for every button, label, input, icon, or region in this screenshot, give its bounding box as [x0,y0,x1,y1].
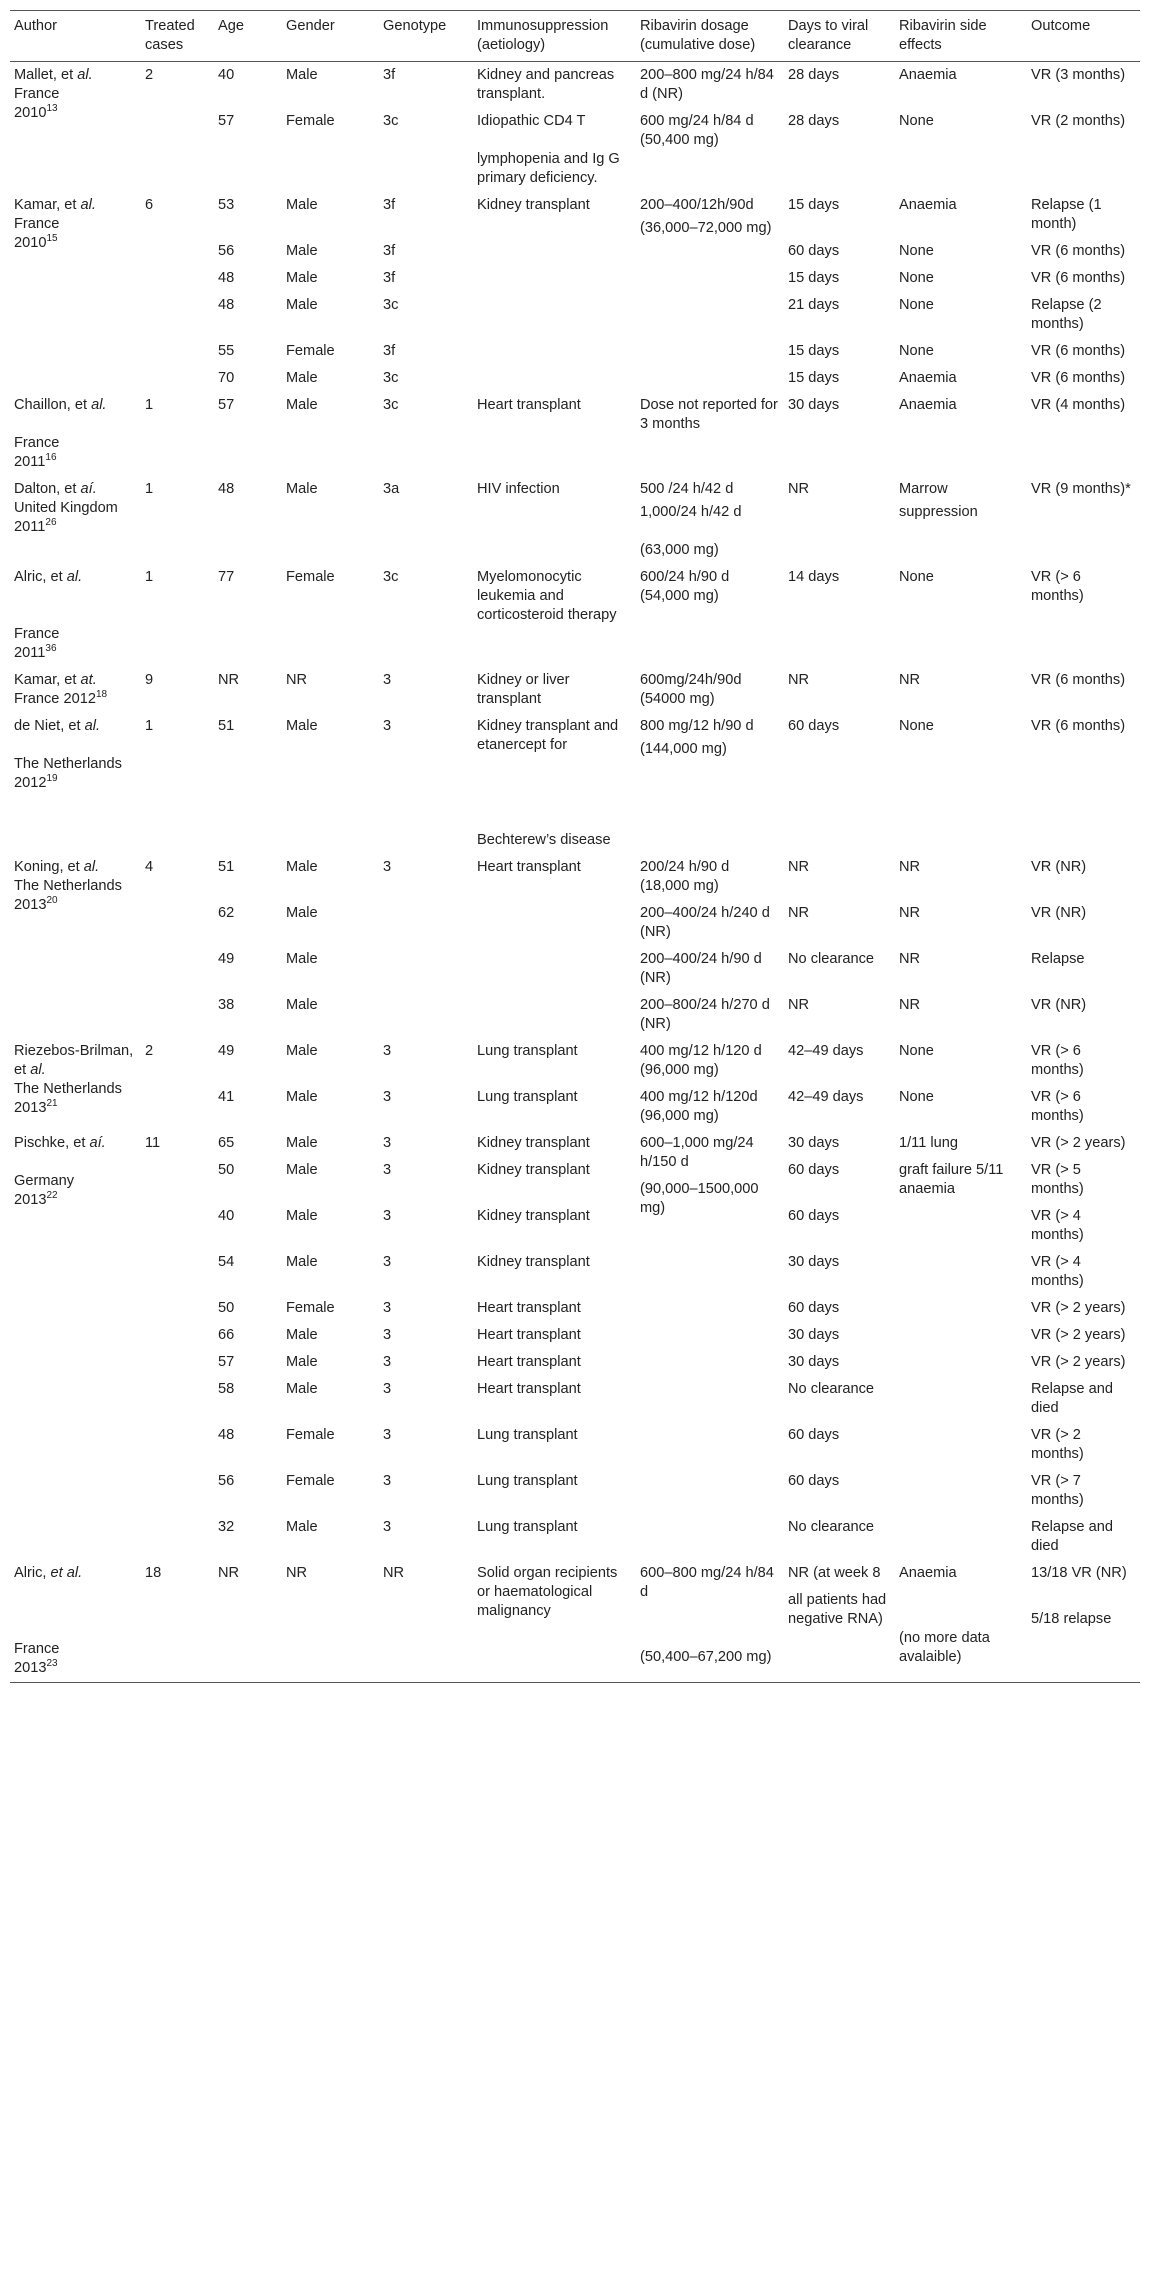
table-container [10,10,1140,1683]
header-outcome: Outcome [1031,18,1091,34]
table-row: 48 Male 3f 15 days None VR (6 months) [218,270,1126,286]
table-row: 48 Male 3c 21 days None Relapse (2 months) [218,297,1102,332]
table-row: Pischke, et aí. Germany 2013$^{22}$ 11 65 Male 3 Kidney transplant 600–1,000 mg/24 h/150 d (90,000–1500,000 mg) 30 days 1/11 lung graft failure 5/11 anaemia VR (> 2 years) [10,1130,1140,1157]
header-ribavirin-dosage: Ribavirin dosage (cumulative dose) [640,18,756,53]
table-row: 50 Male 3 Kidney transplant 60 days VR (> 5 months) [218,1162,1084,1197]
author-cell: Pischke, et aí. Germany 2013$^{22}$ [14,1135,106,1208]
table-row: 54 Male 3 Kidney transplant 30 days VR (> 4 months) [218,1254,1084,1289]
author-cell: Alric, et al. France 2011$^{36}$ [14,569,83,661]
author-cell: Kamar, et al. France 2010$^{15}$ [14,197,96,251]
table-row: 38 Male 200–800/24 h/270 d (NR) NR NR VR (NR) [218,997,1087,1032]
table-row: 66 Male 3 Heart transplant 30 days VR (> 2 years) [218,1327,1126,1343]
table-row: 48 Female 3 Lung transplant 60 days VR (> 2 months) [218,1427,1084,1462]
header-side-effects: Ribavirin side effects [899,18,987,53]
table-row: 70 Male 3c 15 days Anaemia VR (6 months) [218,370,1126,386]
immuno-cell: Idiopathic CD4 T lymphopenia and Ig G primary deficiency. [477,113,620,186]
table-row: Alric, et al. France 2011$^{36}$ 1 77 Female 3c Myelomonocytic leukemia and corticosteroid therapy 600/24 h/90 d (54,000 mg) 14 days None VR (> 6 months) [10,564,1140,667]
table-row: 57 Male 3 Heart transplant 30 days VR (> 2 years) [218,1354,1126,1370]
author-cell: Dalton, et aí. United Kingdom 2011$^{26}$ [14,481,118,535]
author-cell: Mallet, et al. France 2010$^{13}$ [14,67,93,121]
ribavirin-studies-table [10,10,1140,1683]
table-row: Dalton, et aí. United Kingdom 2011$^{26}$ 1 48 Male 3a HIV infection 500 /24 h/42 d 1,000/24 h/42 d (63,000 mg) NR Marrow suppression VR (9 months)* [10,476,1140,564]
author-cell: Koning, et al. The Netherlands 2013$^{20}$ [14,859,122,913]
author-cell: Alric, et al. France 2013$^{23}$ [14,1565,83,1676]
table-row: Kamar, et al. France 2010$^{15}$ 6 53 Male 3f Kidney transplant 200–400/12h/90d (36,000–72,000 mg) 15 days Anaemia Relapse (1 month) [10,192,1140,238]
table-row: 58 Male 3 Heart transplant No clearance Relapse and died [218,1381,1113,1416]
table-row: 32 Male 3 Lung transplant No clearance Relapse and died [218,1519,1113,1554]
header-author: Author [14,18,57,34]
table-row: 49 Male 200–400/24 h/90 d (NR) No clearance NR Relapse [218,951,1085,986]
header-gender: Gender [286,18,335,34]
table-row: Koning, et al. The Netherlands 2013$^{20}$ 4 51 Male 3 Heart transplant 200/24 h/90 d (18,000 mg) NR NR VR (NR) [10,854,1140,900]
table-row: Alric, et al. France 2013$^{23}$ 18 NR NR NR Solid organ recipients or haematological malignancy 600–800 mg/24 h/84 d (50,400–67,200 mg) NR (at week 8 all patients had negative RNA) Anaemia (no more data avalaible) 13/18 VR (NR) 5/18 relapse [10,1560,1140,1683]
header-genotype: Genotype [383,18,447,34]
header-days-to-clearance: Days to viral clearance [788,18,869,53]
table-row: 57 Female 3c Idiopathic CD4 T lymphopenia and Ig G primary deficiency. 600 mg/24 h/84 d (50,400 mg) 28 days None VR (2 months) [10,108,1140,192]
table-row: 62 Male 200–400/24 h/240 d (NR) NR NR VR (NR) [218,905,1087,940]
table-row: Chaillon, et al. France 2011$^{16}$ 1 57 Male 3c Heart transplant Dose not reported for 3 months 30 days Anaemia VR (4 months) [10,392,1140,476]
table-row: 40 Male 3 Kidney transplant 60 days VR (> 4 months) [218,1208,1084,1243]
header-row [10,11,1140,62]
author-cell: de Niet, et al. The Netherlands 2012$^{19}$ [14,718,122,791]
table-row: Kamar, et at. France 2012$^{18}$ 9 NR NR 3 Kidney or liver transplant 600mg/24h/90d (54000 mg) NR NR VR (6 months) [10,667,1140,713]
author-cell: Kamar, et at. France 2012$^{18}$ [14,672,108,707]
header-treated-cases: Treated cases [145,18,195,53]
header-age: Age [218,18,244,34]
author-cell: Chaillon, et al. France 2011$^{16}$ [14,397,107,470]
immuno-cell: Kidney transplant and etanercept for Bechterew’s disease [477,718,619,848]
table-row: 56 Female 3 Lung transplant 60 days VR (> 7 months) [218,1473,1084,1508]
table-row: 41 Male 3 Lung transplant 400 mg/12 h/120d (96,000 mg) 42–49 days None VR (> 6 months) [218,1089,1084,1124]
header-immunosuppression: Immunosuppression (aetiology) [477,18,609,53]
table-row: Riezebos-Brilman, et al. The Netherlands 2013$^{21}$ 2 49 Male 3 Lung transplant 400 mg/12 h/120 d (96,000 mg) 42–49 days None VR (> 6 months) [10,1038,1140,1084]
author-cell: Riezebos-Brilman, et al. The Netherlands 2013$^{21}$ [14,1043,134,1116]
table-row: de Niet, et al. The Netherlands 2012$^{19}$ 1 51 Male 3 Kidney transplant and etanercept for Bechterew’s disease 800 mg/12 h/90 d (144,000 mg) 60 days None VR (6 months) [10,713,1140,854]
table-row: 55 Female 3f 15 days None VR (6 months) [218,343,1126,359]
table-row: Mallet, et al. France 2010$^{13}$ 2 40 Male 3f Kidney and pancreas transplant. 200–800 mg/24 h/84 d (NR) 28 days Anaemia VR (3 months) [10,62,1140,109]
table-row: 50 Female 3 Heart transplant 60 days VR (> 2 years) [218,1300,1126,1316]
table-row: 56 Male 3f 60 days None VR (6 months) [218,243,1126,259]
